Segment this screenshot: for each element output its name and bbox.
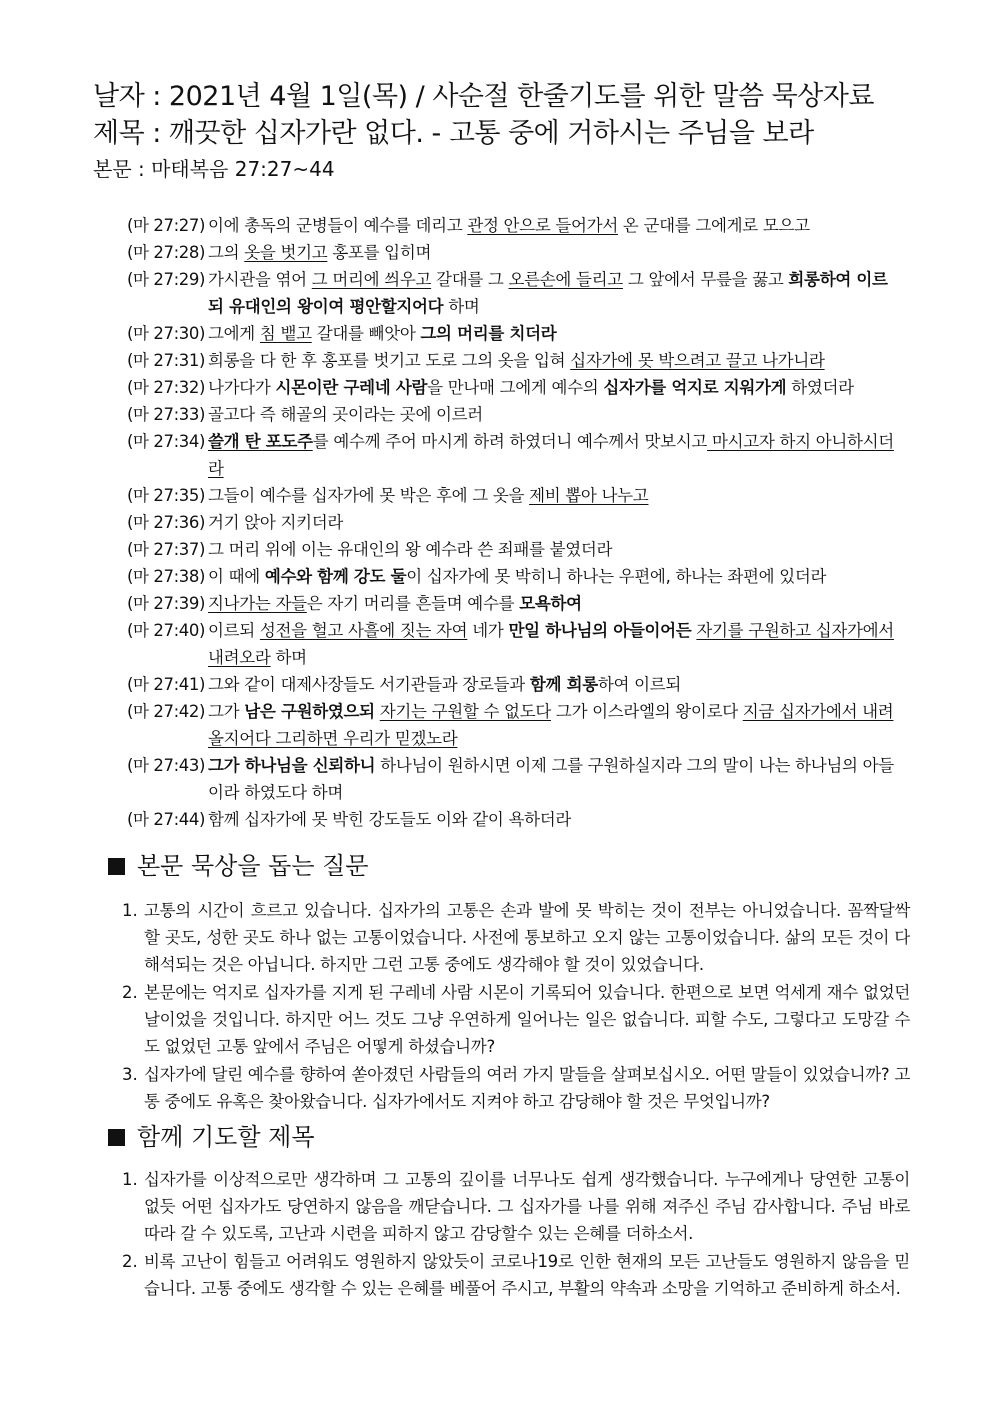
- verse-ref: (마 27:34): [127, 432, 206, 451]
- verse-text: [207, 347, 897, 374]
- verse-segment: 하며: [270, 648, 307, 667]
- verse-emphasis: 만일 하나님의 아들이어든: [508, 621, 692, 640]
- verse-segment: 함께 십자가에 못 박힌 강도들도 이와 같이 욕하더라: [208, 810, 572, 829]
- verse-segment: 그가: [208, 702, 245, 721]
- verse-text: [207, 536, 897, 563]
- verse-ref: (마 27:44): [127, 810, 206, 829]
- scripture-reference: 본문 : 마태복음 27:27~44: [93, 157, 335, 181]
- verse-ref: (마 27:37): [127, 540, 206, 559]
- verse-segment: 그가 이스라엘의 왕이로다: [550, 702, 743, 721]
- verse-segment: 쓸개 탄 포도주: [208, 432, 313, 451]
- verse-ref: (마 27:28): [127, 243, 206, 262]
- verse-row: [127, 347, 897, 374]
- verse-underline: 침 뱉고: [259, 324, 312, 343]
- verse-segment: 그의: [208, 243, 245, 262]
- verse-ref: (마 27:41): [127, 675, 206, 694]
- verse-ref: (마 27:42): [127, 702, 206, 721]
- verse-emphasis: 모욕하여: [519, 594, 582, 613]
- verse-underline: 지나가는 자들: [208, 594, 307, 613]
- verse-row: [127, 806, 897, 833]
- meditation-question-item: [122, 897, 910, 978]
- document-header: [93, 78, 913, 184]
- meditation-question-text: 십자가에 달린 예수를 향하여 쏟아졌던 사람들의 여러 가지 말들을 살펴보십시오. 어떤 말들이 있었습니까? 고통 중에도 유혹은 찾아왔습니다. 십자가에서도 지켜야 하고 감당해야 할 것은 무엇입니까?: [144, 1065, 910, 1111]
- date-line: 날자 : 2021년 4월 1일(목) / 사순절 한줄기도를 위한 말씀 묵상자료: [93, 81, 874, 112]
- verse-emphasis: 함께 희롱: [529, 675, 598, 694]
- verse-emphasis: 시몬이란 구레네 사람: [275, 378, 428, 397]
- verse-text: [207, 806, 897, 833]
- verse-text: [207, 509, 897, 536]
- verse-segment: 거기 앉아 지키더라: [208, 513, 344, 532]
- meditation-question-item: [122, 979, 910, 1060]
- verse-segment: 희롱을 다 한 후 홍포를 벗기고 도로 그의 옷을 입혀: [208, 351, 571, 370]
- verse-segment: 그와 같이 대제사장들도 서기관들과 장로들과: [208, 675, 530, 694]
- verse-row: [127, 482, 897, 509]
- title-line: 제목 : 깨끗한 십자가란 없다. - 고통 중에 거하시는 주님을 보라: [93, 118, 814, 149]
- black-square-icon: [108, 1129, 125, 1146]
- verse-ref: (마 27:27): [127, 216, 206, 235]
- meditation-question-number: 2.: [122, 983, 138, 1002]
- scripture-verses: [127, 212, 897, 833]
- verse-underline: 오른손에 들리고: [508, 270, 623, 289]
- verse-segment: 하며: [443, 297, 480, 316]
- verse-ref: (마 27:39): [127, 594, 206, 613]
- verse-row: [127, 563, 897, 590]
- verse-row: [127, 374, 897, 401]
- verse-text: [207, 590, 897, 617]
- verse-ref: (마 27:35): [127, 486, 206, 505]
- prayer-topics: [122, 1166, 910, 1303]
- prayer-topic-item: [122, 1248, 910, 1302]
- prayer-topic-item: [122, 1166, 910, 1247]
- verse-segment: 하나님이 원하시면 이제 그를 구원하실지라 그의 말이 나는 하나님의 아들이라 하였도다 하며: [208, 756, 894, 802]
- verse-underline: 옷을 벗기고: [244, 243, 328, 262]
- prayer-title: 함께 기도할 제목: [137, 1123, 315, 1151]
- verse-segment: 은 자기 머리를 흔들며 예수를: [306, 594, 520, 613]
- verse-segment: 이 때에: [208, 567, 265, 586]
- meditation-questions: [122, 897, 910, 1116]
- verse-text: [207, 428, 897, 482]
- verse-segment: 네가: [467, 621, 509, 640]
- verse-ref: (마 27:31): [127, 351, 206, 370]
- verse-segment: 그들이 예수를 십자가에 못 박은 후에 그 옷을: [208, 486, 530, 505]
- verse-underline: 제비 뽑아 나누고: [529, 486, 649, 505]
- prayer-topic-number: 1.: [122, 1170, 138, 1189]
- meditation-question-number: 1.: [122, 901, 138, 920]
- verse-row: [127, 239, 897, 266]
- verse-row: [127, 536, 897, 563]
- prayer-heading: [108, 1121, 315, 1153]
- verse-ref: (마 27:33): [127, 405, 206, 424]
- verse-text: [207, 671, 897, 698]
- verse-segment: 하여 이르되: [597, 675, 682, 694]
- verse-segment: 이에 총독의 군병들이 예수를 데리고: [208, 216, 468, 235]
- prayer-topic-text: 십자가를 이상적으로만 생각하며 그 고통의 깊이를 너무나도 쉽게 생각했습니다. 누구에게나 당연한 고통이 없듯 어떤 십자가도 당연하지 않음을 깨닫습니다. 그 십자가를 나를 위해 져주신 주님 감사합니다. 주님 바로 따라 갈 수 있도록, 고난과 시련을 피하지 않고 감당할수 있는 은혜를 더하소서.: [144, 1170, 910, 1243]
- verse-row: [127, 428, 897, 482]
- verse-segment: 그에게: [208, 324, 260, 343]
- verse-segment: 그 앞에서 무릎을 꿇고: [622, 270, 789, 289]
- verse-text: [207, 374, 897, 401]
- verse-row: [127, 590, 897, 617]
- verse-emphasis: [208, 432, 313, 451]
- verse-row: [127, 212, 897, 239]
- verse-ref: (마 27:32): [127, 378, 206, 397]
- verse-underline: 십자가에 못 박으려고 끌고 나가니라: [570, 351, 825, 370]
- verse-row: [127, 401, 897, 428]
- meditation-question-item: [122, 1061, 910, 1115]
- black-square-icon: [108, 858, 125, 875]
- verse-segment: 을 만나매 그에게 예수의: [427, 378, 604, 397]
- verse-segment: 나가다가: [208, 378, 276, 397]
- verse-text: [207, 563, 897, 590]
- verse-text: [207, 320, 897, 347]
- verse-underline: 관정 안으로 들어가서: [467, 216, 618, 235]
- verse-underline: 그 머리에 씌우고: [311, 270, 432, 289]
- verse-underline: 지금 십자가에서 내려올지어다 그리하면 우리가 믿겠노라: [208, 702, 894, 748]
- verse-row: [127, 671, 897, 698]
- verse-ref: (마 27:38): [127, 567, 206, 586]
- verse-segment: 이 십자가에 못 박히니 하나는 우편에, 하나는 좌편에 있더라: [406, 567, 827, 586]
- verse-text: [207, 266, 897, 320]
- verse-emphasis: 그가 하나님을 신뢰하니: [208, 756, 376, 775]
- verse-segment: 이르되: [208, 621, 260, 640]
- verse-emphasis: 십자가를 억지로 지워가게: [603, 378, 787, 397]
- verse-segment: 그 머리 위에 이는 유대인의 왕 예수라 쓴 죄패를 붙였더라: [208, 540, 613, 559]
- verse-row: [127, 509, 897, 536]
- verse-row: [127, 266, 897, 320]
- meditation-question-text: 고통의 시간이 흐르고 있습니다. 십자가의 고통은 손과 발에 못 박히는 것이 전부는 아니었습니다. 꼼짝달싹 할 곳도, 성한 곳도 하나 없는 고통이었습니다. 사전에 통보하고 오지 않는 고통이었습니다. 삶의 모든 것이 다 해석되는 것은 아닙니다. 하지만 그런 고통 중에도 생각해야 할 것이 있었습니다.: [144, 901, 910, 974]
- meditation-heading: [108, 850, 369, 882]
- verse-segment: 갈대를 그: [431, 270, 509, 289]
- verse-ref: (마 27:43): [127, 756, 206, 775]
- prayer-topic-number: 2.: [122, 1252, 138, 1271]
- verse-row: [127, 698, 897, 752]
- verse-segment: 온 군대를 그에게로 모으고: [617, 216, 810, 235]
- prayer-topic-text: 비록 고난이 힘들고 어려워도 영원하지 않았듯이 코로나19로 인한 현재의 모든 고난들도 영원하지 않음을 믿습니다. 고통 중에도 생각할 수 있는 은혜를 베풀어 주시고, 부활의 약속과 소망을 기억하고 준비하게 하소서.: [144, 1252, 910, 1298]
- verse-emphasis: 남은 구원하였으되: [244, 702, 375, 721]
- verse-text: [207, 212, 897, 239]
- verse-underline: 자기를 구원하고 십자가에서 내려오라: [208, 621, 894, 667]
- verse-underline: 성전을 헐고 사흘에 짓는 자여: [259, 621, 468, 640]
- verse-ref: (마 27:40): [127, 621, 206, 640]
- verse-ref: (마 27:29): [127, 270, 206, 289]
- verse-segment: 하였더라: [786, 378, 854, 397]
- verse-ref: (마 27:36): [127, 513, 206, 532]
- verse-text: [207, 752, 897, 806]
- verse-text: [207, 401, 897, 428]
- verse-segment: 갈대를 빼앗아: [311, 324, 421, 343]
- verse-row: [127, 617, 897, 671]
- verse-segment: 를 예수께 주어 마시게 하려 하였더니 예수께서 맛보시고: [312, 432, 708, 451]
- verse-text: [207, 698, 897, 752]
- verse-segment: 가시관을 엮어: [208, 270, 312, 289]
- verse-row: [127, 752, 897, 806]
- meditation-question-text: 본문에는 억지로 십자가를 지게 된 구레네 사람 시몬이 기록되어 있습니다. 한편으로 보면 억세게 재수 없었던 날이었을 것입니다. 하지만 어느 것도 그냥 우연하게 일어나는 일은 없습니다. 피할 수도, 그렇다고 도망갈 수도 없었던 고통 앞에서 주님은 어떻게 하셨습니까?: [144, 983, 910, 1056]
- verse-text: [207, 617, 897, 671]
- verse-segment: 홍포를 입히며: [327, 243, 432, 262]
- verse-row: [127, 320, 897, 347]
- verse-ref: (마 27:30): [127, 324, 206, 343]
- verse-emphasis: 그의 머리를 치더라: [420, 324, 557, 343]
- verse-underline: 자기는 구원할 수 없도다: [379, 702, 551, 721]
- verse-emphasis: 희롱하여 이르되 유대인의 왕이여 평안할지어다: [208, 270, 888, 316]
- verse-text: [207, 239, 897, 266]
- verse-segment: 골고다 즉 해골의 곳이라는 곳에 이르러: [208, 405, 483, 424]
- verse-text: [207, 482, 897, 509]
- verse-emphasis: 예수와 함께 강도 둘: [264, 567, 407, 586]
- verse-underline: 마시고자 하지 아니하시더라: [208, 432, 894, 478]
- meditation-question-number: 3.: [122, 1065, 138, 1084]
- meditation-title: 본문 묵상을 돕는 질문: [137, 852, 369, 880]
